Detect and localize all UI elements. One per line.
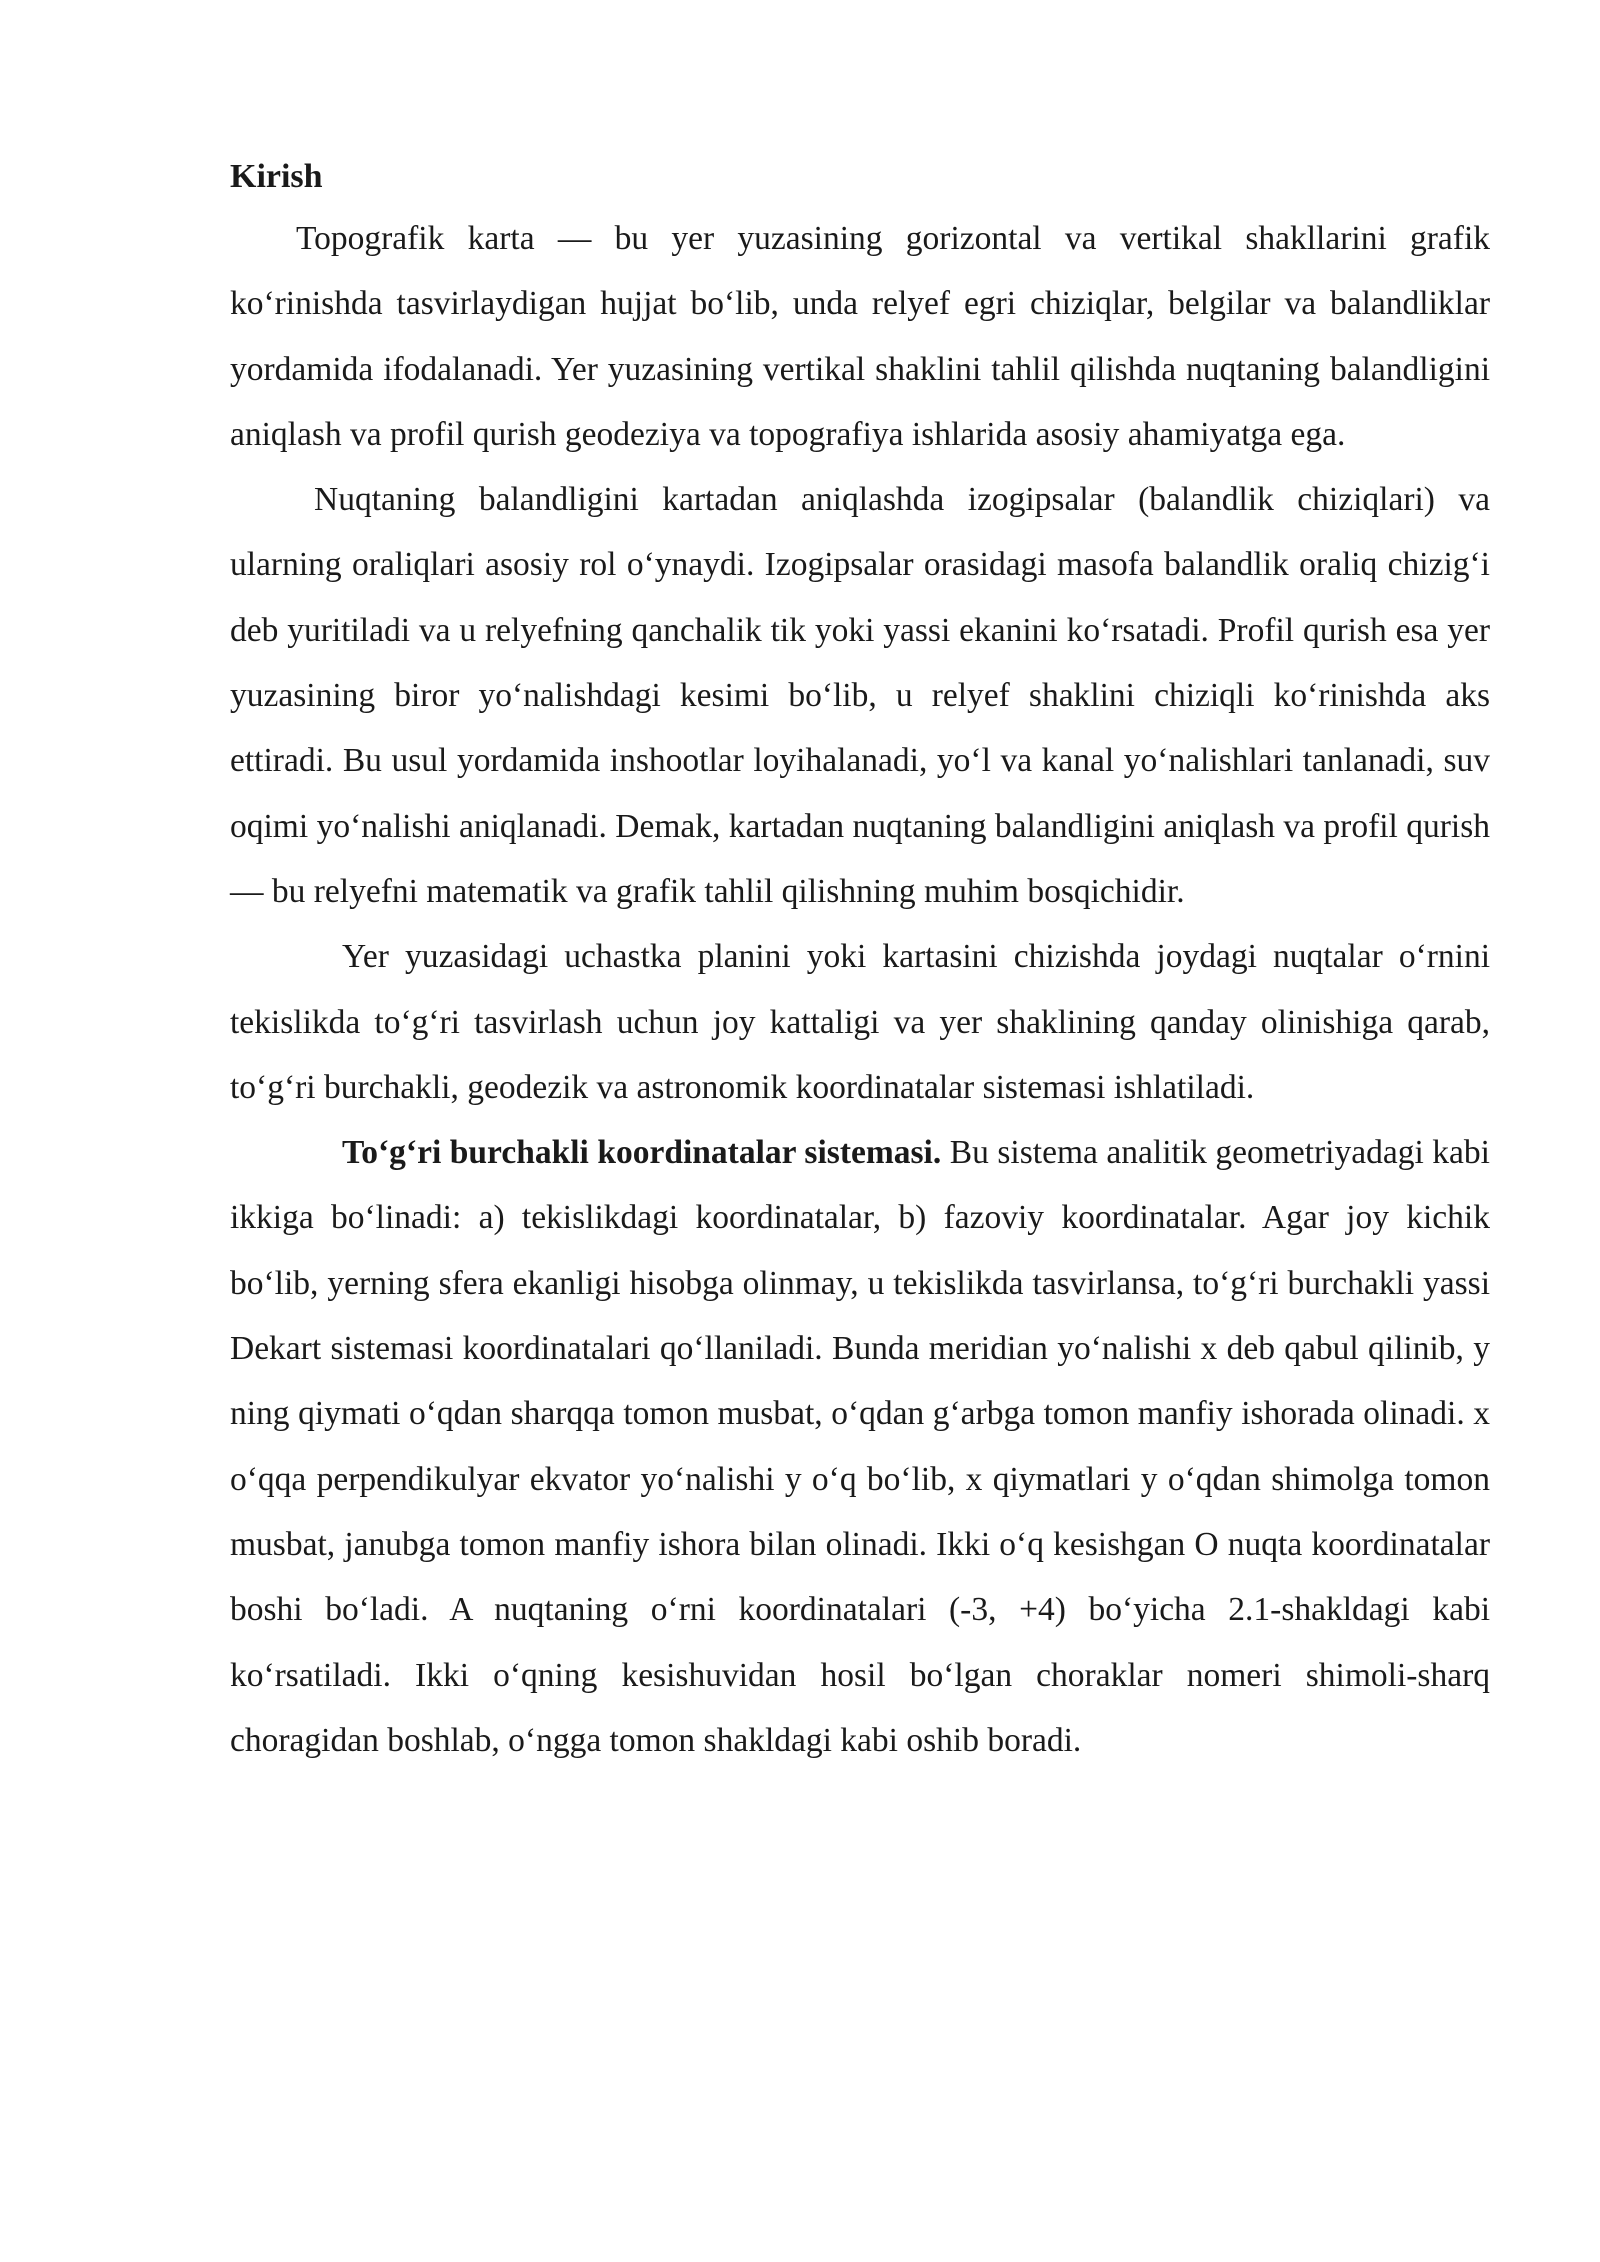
paragraph-point-height	[230, 467, 1490, 924]
paragraph-text: Nuqtaning balandligini kartadan aniqlashda izogipsalar (balandlik chiziqlari) va ularning oraliqlari asosiy rol o‘ynaydi. Izogipsalar orasidagi masofa balandlik oraliq chizig‘i deb yuritiladi va u relyefning qanchalik tik yoki yassi ekanini ko‘rsatadi. Profil qurish esa yer yuzasining biror yo‘nalishdagi kesimi bo‘lib, u relyef shaklini chiziqli ko‘rinishda aks ettiradi. Bu usul yordamida inshootlar loyihalanadi, yo‘l va kanal yo‘nalishlari tanlanadi, suv oqimi yo‘nalishi aniqlanadi. Demak, kartadan nuqtaning balandligini aniqlash va profil qurish — bu relyefni matematik va grafik tahlil qilishning muhim bosqichidir.	[230, 481, 1490, 910]
paragraph-rectangular-coordinates	[230, 1120, 1490, 1773]
paragraph-lead: To‘g‘ri burchakli koordinatalar sistemasi.	[342, 1134, 942, 1172]
document-page	[230, 148, 1490, 1773]
paragraph-text: Yer yuzasidagi uchastka planini yoki kartasini chizishda joydagi nuqtalar o‘rnini tekislikda to‘g‘ri tasvirlash uchun joy kattaligi va yer shaklining qanday olinishiga qarab, to‘g‘ri burchakli, geodezik va astronomik koordinatalar sistemasi ishlatiladi.	[230, 938, 1490, 1106]
paragraph-coordinate-systems	[230, 924, 1490, 1120]
paragraph-text: Bu sistema analitik geometriyadagi kabi ikkiga bo‘linadi: a) tekislikdagi koordinatalar, b) fazoviy koordinatalar. Agar joy kichik bo‘lib, yerning sfera ekanligi hisobga olinmay, u tekislikda tasvirlansa, to‘g‘ri burchakli yassi Dekart sistemasi koordinatalari qo‘llaniladi. Bunda meridian yo‘nalishi x deb qabul qilinib, y ning qiymati o‘qdan sharqqa tomon musbat, o‘qdan g‘arbga tomon manfiy ishorada olinadi. x o‘qqa perpendikulyar ekvator yo‘nalishi y o‘q bo‘lib, x qiymatlari y o‘qdan shimolga tomon musbat, janubga tomon manfiy ishora bilan olinadi. Ikki o‘q kesishgan O nuqta koordinatalar boshi bo‘ladi. A nuqtaning o‘rni koordinatalari (-3, +4) bo‘yicha 2.1-shakldagi kabi ko‘rsatiladi. Ikki o‘qning kesishuvidan hosil bo‘lgan choraklar nomeri shimoli-sharq choragidan boshlab, o‘ngga tomon shakldagi kabi oshib boradi.	[230, 1134, 1490, 1759]
section-heading: Kirish	[230, 158, 323, 195]
paragraph-topographic-map	[230, 206, 1490, 467]
paragraph-text: Topografik karta — bu yer yuzasining gorizontal va vertikal shakllarini grafik ko‘rinishda tasvirlaydigan hujjat bo‘lib, unda relyef egri chiziqlar, belgilar va balandliklar yordamida ifodalanadi. Yer yuzasining vertikal shaklini tahlil qilishda nuqtaning balandligini aniqlash va profil qurish geodeziya va topografiya ishlarida asosiy ahamiyatga ega.	[230, 220, 1490, 453]
